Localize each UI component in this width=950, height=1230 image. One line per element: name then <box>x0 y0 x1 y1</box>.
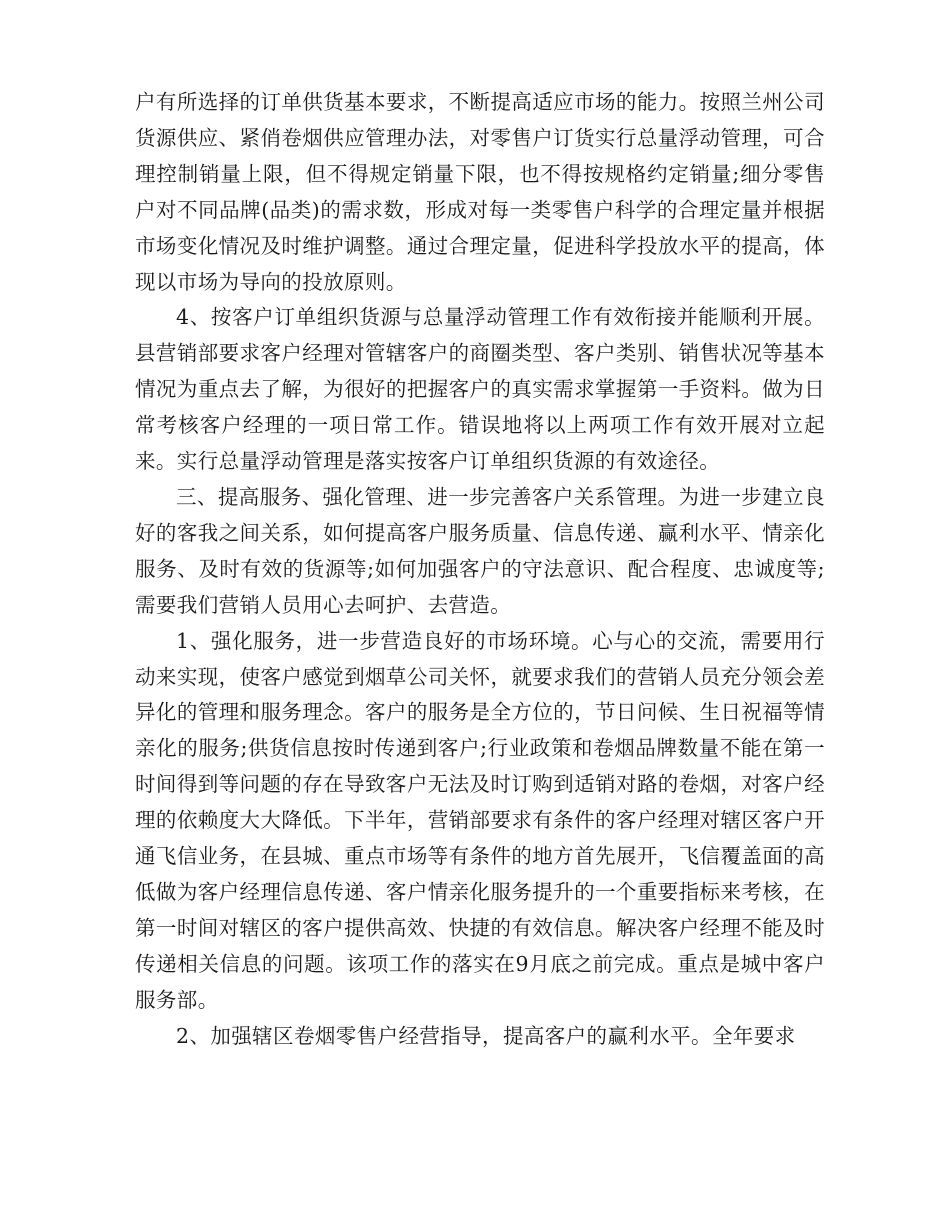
paragraph-3: 三、提高服务、强化管理、进一步完善客户关系管理。为进一步建立良好的客我之间关系，如何提高客户服务质量、信息传递、赢利水平、情亲化服务、及时有效的货源等;如何加强客户的守法意识、配合程度、忠诚度等;需要我们营销人员用心去呵护、去营造。 <box>135 484 825 617</box>
document-body <box>135 85 825 1054</box>
paragraph-2: 4、按客户订单组织货源与总量浮动管理工作有效衔接并能顺利开展。县营销部要求客户经理对管辖客户的商圈类型、客户类别、销售状况等基本情况为重点去了解，为很好的把握客户的真实需求掌握第一手资料。做为日常考核客户经理的一项日常工作。错误地将以上两项工作有效开展对立起来。实行总量浮动管理是落实按客户订单组织货源的有效途径。 <box>135 305 825 474</box>
paragraph-5: 2、加强辖区卷烟零售户经营指导，提高客户的赢利水平。全年要求 <box>176 1023 796 1048</box>
paragraph-1: 户有所选择的订单供货基本要求，不断提高适应市场的能力。按照兰州公司货源供应、紧俏卷烟供应管理办法，对零售户订货实行总量浮动管理，可合理控制销量上限，但不得规定销量下限，也不得按规格约定销量;细分零售户对不同品牌(品类)的需求数，形成对每一类零售户科学的合理定量并根据市场变化情况及时维护调整。通过合理定量，促进科学投放水平的提高，体现以市场为导向的投放原则。 <box>135 90 825 294</box>
paragraph-4: 1、强化服务，进一步营造良好的市场环境。心与心的交流，需要用行动来实现，使客户感觉到烟草公司关怀，就要求我们的营销人员充分领会差异化的管理和服务理念。客户的服务是全方位的，节日问候、生日祝福等情亲化的服务;供货信息按时传递到客户;行业政策和卷烟品牌数量不能在第一时间得到等问题的存在导致客户无法及时订购到适销对路的卷烟，对客户经理的依赖度大大降低。下半年，营销部要求有条件的客户经理对辖区客户开通飞信业务，在县城、重点市场等有条件的地方首先展开，飞信覆盖面的高低做为客户经理信息传递、客户情亲化服务提升的一个重要指标来考核，在第一时间对辖区的客户提供高效、快捷的有效信息。解决客户经理不能及时传递相关信息的问题。该项工作的落实在9月底之前完成。重点是城中客户服务部。 <box>135 628 825 1012</box>
